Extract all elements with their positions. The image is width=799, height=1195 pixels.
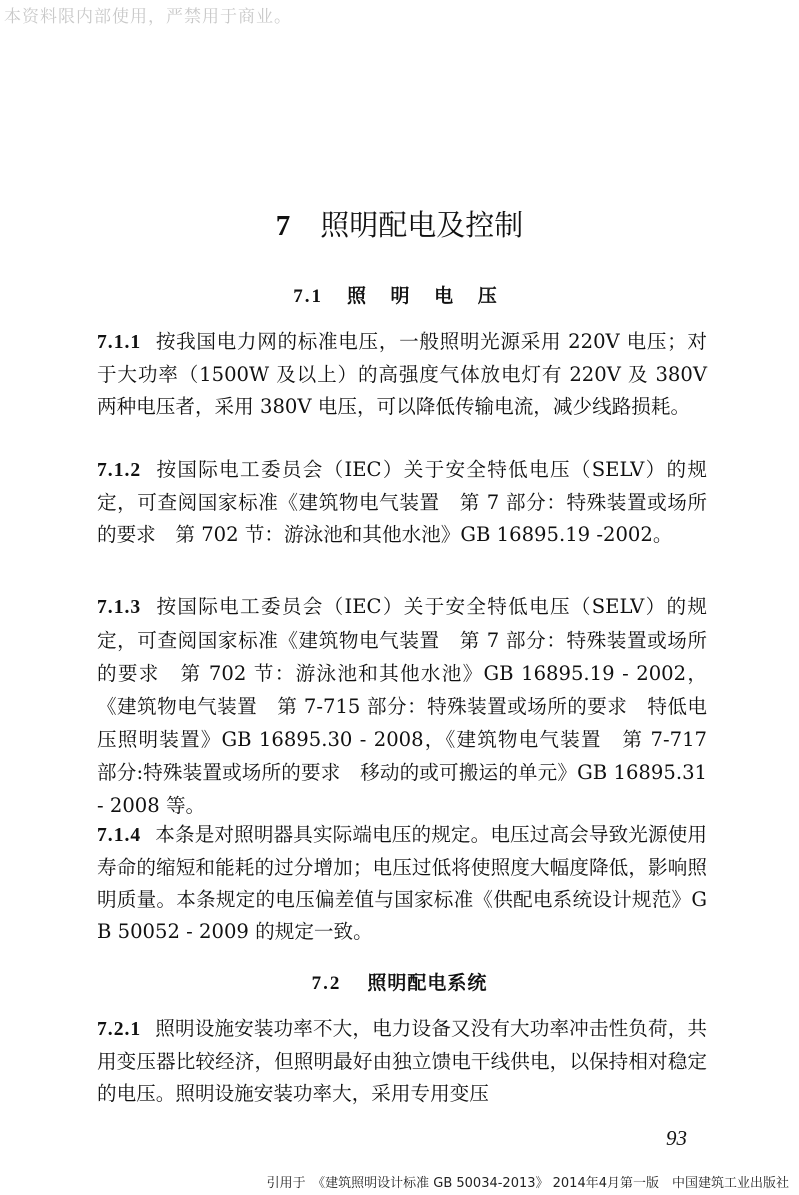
clause-number: 7.1.2 [97, 460, 142, 481]
chapter-number: 7 [275, 210, 291, 242]
section-number: 7.2 [311, 973, 342, 994]
clause-text: 按国际电工委员会（IEC）关于安全特低电压（SELV）的规定，可查阅国家标准《建筑物电气装置 第 7 部分：特殊装置或场所的要求 第 702 节：游泳池和其他水池》GB 16895.19 -2002。 [97, 458, 707, 546]
clause-text: 按国际电工委员会（IEC）关于安全特低电压（SELV）的规定，可查阅国家标准《建筑物电气装置 第 7 部分：特殊装置或场所的要求 第 702 节：游泳池和其他水池》GB 16895.19 - 2002，《建筑物电气装置 第 7-715 部分：特殊装置或场所的要求 特低电压照明装置》GB 16895.30 - 2008，《建筑物电气装置 第 7-717 部分:特殊装置或场所的要求 移动的或可搬运的单元》GB 16895.31 - 2008 等。 [97, 595, 707, 817]
clause-7-1-2 [97, 454, 707, 551]
clause-7-1-3 [97, 590, 707, 822]
chapter-title-text: 照明配电及控制 [320, 208, 524, 242]
clause-7-1-4 [97, 819, 707, 948]
clause-text: 本条是对照明器具实际端电压的规定。电压过高会导致光源使用寿命的缩短和能耗的过分增加；电压过低将使照度大幅度降低，影响照明质量。本条规定的电压偏差值与国家标准《供配电系统设计规范》GB 50052 - 2009 的规定一致。 [97, 823, 707, 943]
chapter-title [0, 205, 799, 246]
clause-number: 7.1.3 [97, 597, 142, 618]
section-heading-7-2 [0, 970, 799, 997]
clause-text: 照明设施安装功率不大，电力设备又没有大功率冲击性负荷，共用变压器比较经济，但照明最好由独立馈电干线供电，以保持相对稳定的电压。照明设施安装功率大，采用专用变压 [97, 1017, 707, 1105]
section-title-text: 照明配电系统 [367, 972, 488, 994]
watermark: 本资料限内部使用，严禁用于商业。 [4, 7, 292, 27]
section-title-text: 照 明 电 压 [346, 285, 506, 307]
page-number: 93 [666, 1126, 687, 1150]
clause-number: 7.1.4 [97, 825, 142, 846]
citation-footer: 引用于 《建筑照明设计标准 GB 50034-2013》 2014年4月第一版 中国建筑工业出版社 [266, 1176, 789, 1191]
clause-text: 按我国电力网的标准电压，一般照明光源采用 220V 电压；对于大功率（1500W 及以上）的高强度气体放电灯有 220V 及 380V 两种电压者，采用 380V 电压，可以降低传输电流，减少线路损耗。 [97, 330, 707, 418]
clause-7-2-1 [97, 1013, 707, 1110]
clause-7-1-1 [97, 326, 707, 423]
clause-number: 7.1.1 [97, 332, 142, 353]
section-number: 7.1 [293, 286, 323, 307]
clause-number: 7.2.1 [97, 1019, 142, 1040]
section-heading-7-1 [0, 283, 799, 310]
